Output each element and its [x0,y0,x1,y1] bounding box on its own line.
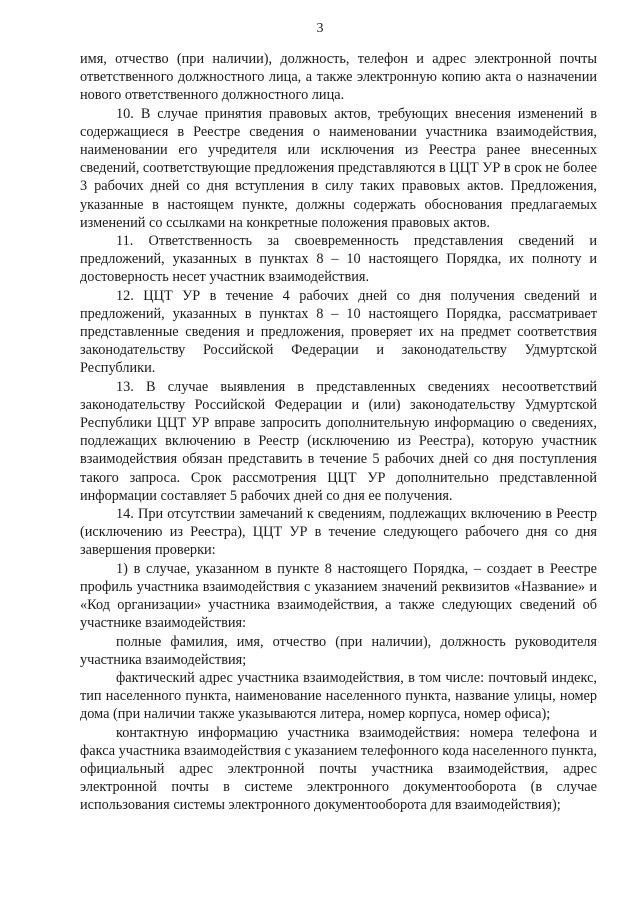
paragraph-item-13: 13. В случае выявления в представленных сведениях несоответствий законодательству Российской Федерации и (или) законодательству Удмуртской Республики ЦЦТ УР вправе запросить дополнительную информацию о сведениях, подлежащих включению в Реестр (исключению из Реестра), которую участник взаимодействия обязан представить в течение 5 рабочих дней со дня поступления такого запроса. Срок рассмотрения ЦЦТ УР дополнительно представленной информации составляет 5 рабочих дней со дня ее получения. [80,378,597,504]
paragraph-continuation: имя, отчество (при наличии), должность, телефон и адрес электронной почты ответственного должностного лица, а также электронную копию акта о назначении нового ответственного должностного лица. [80,51,597,104]
paragraph-item-12: 12. ЦЦТ УР в течение 4 рабочих дней со дня получения сведений и предложений, указанных в пунктах 8 – 10 настоящего Порядка, рассматривает представленные сведения и предложения, проверяет их на предмет соответствия законодательству Российской Федерации и законодательству Удмуртской Республики. [80,287,597,377]
paragraph-address: фактический адрес участника взаимодействия, в том числе: почтовый индекс, тип населенного пункта, наименование населенного пункта, название улицы, номер дома (при наличии также указываются литера, номер корпуса, номер офиса); [80,669,597,723]
paragraph-head-name: полные фамилия, имя, отчество (при наличии), должность руководителя участника взаимодействия; [80,633,597,668]
paragraph-item-11: 11. Ответственность за своевременность представления сведений и предложений, указанных в пунктах 8 – 10 настоящего Порядка, их полноту и достоверность несет участник взаимодействия. [80,233,597,286]
paragraph-contacts: контактную информацию участника взаимодействия: номера телефона и факса участника взаимодействия с указанием телефонного кода населенного пункта, официальный адрес электронной почты участника взаимодействия, адрес электронной почты в системе электронного документооборота (в случае использования системы электронного документооборота для взаимодействия); [80,724,597,814]
paragraph-subitem-1: 1) в случае, указанном в пункте 8 настоящего Порядка, – создает в Реестре профиль участника взаимодействия с указанием значений реквизитов «Название» и «Код организации» участника взаимодействия, а также следующих сведений об участнике взаимодействия: [80,560,597,632]
page-number: 3 [316,21,324,36]
document-body [80,50,597,815]
paragraph-item-10: 10. В случае принятия правовых актов, требующих внесения изменений в содержащиеся в Реестре сведения о наименовании участника взаимодействия, наименовании его учредителя или исключения из Реестра ранее внесенных сведений, соответствующие предложения представляются в ЦЦТ УР в срок не более 3 рабочих дней со дня вступления в силу таких правовых актов. Предложения, указанные в настоящем пункте, должны содержать обоснования предлагаемых изменений со ссылками на конкретные положения правовых актов. [80,105,598,231]
paragraph-item-14: 14. При отсутствии замечаний к сведениям, подлежащих включению в Реестр (исключению из Реестра), ЦЦТ УР в течение следующего рабочего дня со дня завершения проверки: [80,506,597,559]
